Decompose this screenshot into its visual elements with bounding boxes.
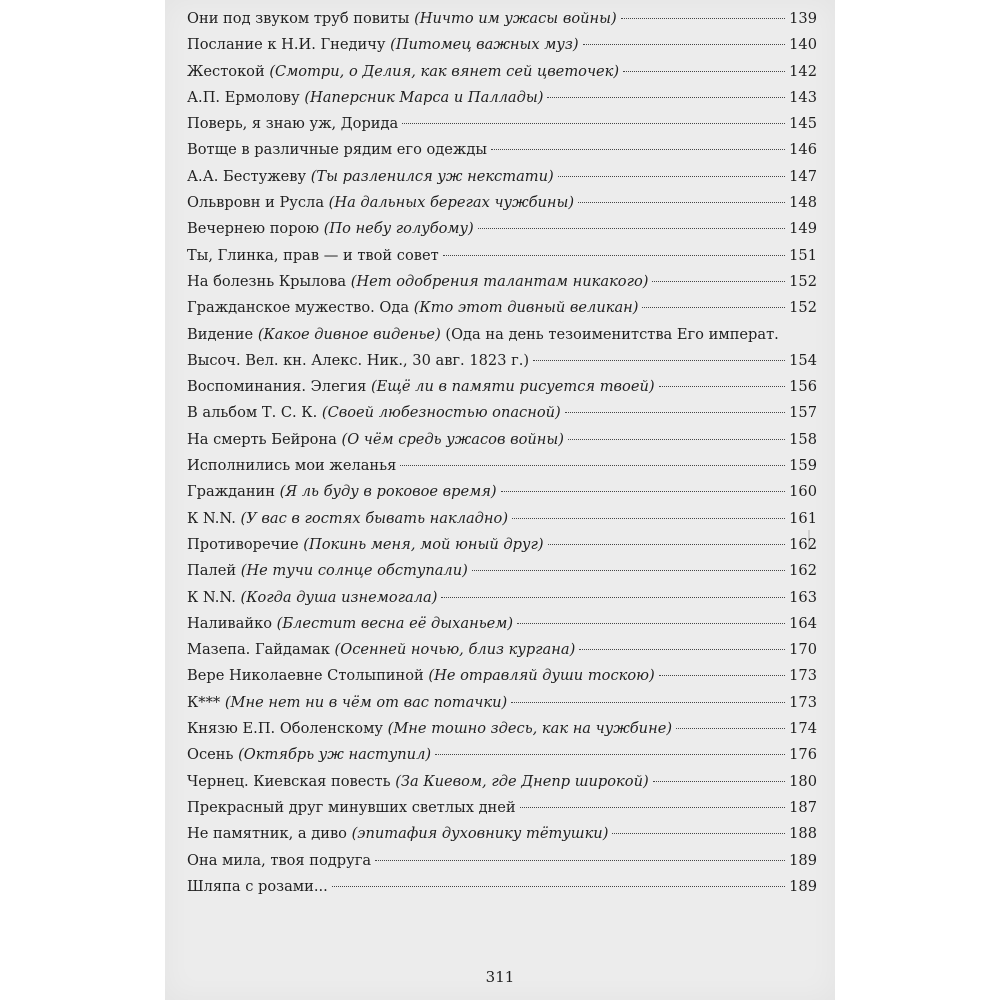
dot-leader: [400, 465, 785, 466]
toc-entry: [187, 874, 817, 900]
toc-page-number: 159: [789, 457, 817, 475]
toc-page-number: 163: [789, 588, 817, 606]
toc-entry-title: [187, 611, 513, 637]
dot-leader: [332, 886, 785, 887]
toc-entry-title: [187, 295, 638, 321]
toc-entry-title: [187, 111, 398, 137]
toc-entry: [187, 243, 817, 269]
toc-entry-title: [187, 585, 437, 611]
entry-title-text: Противоречие: [187, 535, 304, 553]
toc-page-number: 146: [789, 141, 817, 159]
entry-title-text: Князю Е.П. Оболенскому: [187, 720, 388, 738]
toc-entry: [187, 85, 817, 111]
entry-first-line: (Ещё ли в памяти рисуется твоей): [370, 378, 655, 396]
toc-entry-title: [187, 59, 619, 85]
dot-leader: [568, 439, 785, 440]
toc-entry: [187, 269, 817, 295]
toc-entry: [187, 374, 817, 400]
dot-leader: [612, 833, 785, 834]
toc-page-number: 189: [789, 877, 817, 895]
toc-entry-title: [187, 716, 672, 742]
dot-leader: [676, 728, 785, 729]
toc-page-number: 152: [789, 272, 817, 290]
entry-title-text: К N.N.: [187, 509, 241, 527]
entry-first-line: (У вас в гостях бывать накладно): [240, 509, 509, 527]
toc-entry: [187, 690, 817, 716]
toc-page-number: 145: [789, 115, 817, 133]
entry-first-line: (Мне нет ни в чём от вас потачки): [224, 693, 508, 711]
dot-leader: [533, 360, 785, 361]
entry-first-line: (Нет одобрения талантам никакого): [350, 272, 649, 290]
toc-entry: [187, 216, 817, 242]
entry-title-text: Поверь, я знаю уж, Дорида: [187, 115, 399, 133]
dot-leader: [558, 176, 785, 177]
entry-title-text: Осень: [187, 746, 239, 764]
toc-entry-title: [187, 874, 328, 900]
entry-title-text: Ты, Глинка, прав — и твой совет: [187, 246, 439, 264]
toc-entry-title: [187, 374, 655, 400]
toc-entry: [187, 716, 817, 742]
dot-leader: [511, 702, 785, 703]
dot-leader: [501, 491, 786, 492]
toc-page-number: 148: [789, 194, 817, 212]
entry-first-line: (Когда душа изнемогала): [240, 588, 438, 606]
toc-entry-title: [187, 216, 474, 242]
entry-first-line: (По небу голубому): [323, 220, 474, 238]
toc-page-number: 189: [789, 851, 817, 869]
entry-title-text: Она мила, твоя подруга: [187, 851, 372, 869]
entry-first-line: (Питомец важных муз): [390, 36, 579, 54]
toc-entry: [187, 427, 817, 453]
entry-title-text: Вотще в различные рядим его одежды: [187, 141, 487, 159]
entry-first-line: (Покинь меня, мой юный друг): [303, 535, 544, 553]
entry-title-text: Гражданин: [187, 483, 280, 501]
toc-page-number: 149: [789, 220, 817, 238]
dot-leader: [520, 807, 785, 808]
table-of-contents: [187, 6, 817, 900]
toc-page-number: 187: [789, 798, 817, 816]
toc-page-number: 173: [789, 667, 817, 685]
entry-title-text: К N.N.: [187, 588, 241, 606]
entry-first-line: (Какое дивное виденье): [257, 325, 441, 343]
entry-first-line: (Октябрь уж наступил): [238, 746, 432, 764]
toc-entry: [187, 848, 817, 874]
toc-entry-title: [187, 6, 617, 32]
toc-page-number: 170: [789, 641, 817, 659]
entry-title-text: Они под звуком труб повиты: [187, 10, 415, 27]
entry-title-text: Послание к Н.И. Гнедичу: [187, 36, 391, 54]
entry-title-text: Жестокой: [187, 62, 270, 80]
entry-title-text: В альбом Т. С. К.: [187, 404, 322, 422]
dot-leader: [579, 649, 785, 650]
toc-entry-title: [187, 400, 561, 426]
toc-entry-title: [187, 506, 508, 532]
entry-first-line: (На дальных берегах чужбины): [328, 194, 575, 212]
toc-entry-title: [187, 322, 779, 348]
dot-leader: [623, 71, 785, 72]
entry-title-text: Не памятник, а диво: [187, 825, 352, 843]
dot-leader: [578, 202, 785, 203]
toc-entry: [187, 322, 817, 348]
entry-title-text: А.А. Бестужеву: [187, 167, 311, 185]
dot-leader: [491, 149, 785, 150]
toc-page-number: 160: [789, 483, 817, 501]
dot-leader: [659, 386, 786, 387]
entry-first-line: (За Киевом, где Днепр широкой): [395, 772, 649, 790]
entry-title-text: Наливайко: [187, 614, 277, 632]
toc-page-number: 164: [789, 614, 817, 632]
toc-page-number: 158: [789, 430, 817, 448]
dot-leader: [512, 518, 785, 519]
entry-title-text: К***: [187, 693, 225, 711]
toc-page-number: 142: [789, 62, 817, 80]
dot-leader: [472, 570, 785, 571]
toc-entry: [187, 137, 817, 163]
entry-first-line: (Осенней ночью, близ кургана): [334, 641, 576, 659]
entry-first-line: (Мне тошно здесь, как на чужбине): [387, 720, 673, 738]
toc-entry: [187, 453, 817, 479]
entry-first-line: (Ничто им ужасы войны): [414, 10, 617, 27]
toc-page-number: 143: [789, 88, 817, 106]
toc-entry-title: [187, 690, 507, 716]
toc-page-number: 152: [789, 299, 817, 317]
entry-note: (Ода на день тезоименитства Его императ.: [440, 325, 779, 343]
toc-entry-title: [187, 479, 497, 505]
toc-page-number: 147: [789, 167, 817, 185]
entry-title-text: Видение: [187, 325, 258, 343]
dot-leader: [435, 754, 785, 755]
entry-title-text: Шляпа с розами...: [187, 877, 328, 895]
book-page: [165, 0, 835, 1000]
dot-leader: [547, 97, 785, 98]
toc-entry: [187, 742, 817, 768]
toc-page-number: 139: [789, 10, 817, 27]
toc-page-number: 161: [789, 509, 817, 527]
toc-page-number: 154: [789, 351, 817, 369]
dot-leader: [443, 255, 785, 256]
toc-entry-title: [187, 137, 487, 163]
dot-leader: [621, 18, 785, 19]
dot-leader: [659, 675, 785, 676]
entry-title-text: Гражданское мужество. Ода: [187, 299, 414, 317]
entry-title-text: Мазепа. Гайдамак: [187, 641, 335, 659]
toc-page-number: 173: [789, 693, 817, 711]
toc-entry-title: [187, 532, 544, 558]
toc-page-number: 140: [789, 36, 817, 54]
entry-first-line: (эпитафия духовнику тётушки): [351, 825, 609, 843]
toc-entry: [187, 663, 817, 689]
toc-entry: [187, 6, 817, 32]
toc-entry: [187, 585, 817, 611]
toc-entry: [187, 111, 817, 137]
toc-entry-title: [187, 821, 608, 847]
entry-title-text: Высоч. Вел. кн. Алекс. Ник., 30 авг. 1823 г.): [187, 351, 530, 369]
toc-entry: [187, 795, 817, 821]
toc-entry-title: [187, 85, 543, 111]
toc-entry-title: [187, 269, 648, 295]
entry-title-text: На болезнь Крылова: [187, 272, 351, 290]
entry-first-line: (Ты разленился уж некстати): [310, 167, 554, 185]
toc-entry: [187, 32, 817, 58]
toc-page-number: 157: [789, 404, 817, 422]
toc-entry-title: [187, 427, 564, 453]
dot-leader: [583, 44, 786, 45]
toc-entry: [187, 190, 817, 216]
toc-page-number: 176: [789, 746, 817, 764]
toc-entry: [187, 479, 817, 505]
toc-entry: [187, 637, 817, 663]
entry-title-text: Воспоминания. Элегия: [187, 378, 371, 396]
dot-leader: [441, 597, 785, 598]
dot-leader: [375, 860, 785, 861]
toc-entry: [187, 558, 817, 584]
dot-leader: [565, 412, 785, 413]
dot-leader: [517, 623, 785, 624]
toc-entry: [187, 164, 817, 190]
toc-entry: [187, 769, 817, 795]
dot-leader: [642, 307, 785, 308]
toc-entry-title: [187, 558, 468, 584]
entry-title-text: Вере Николаевне Столыпиной: [187, 667, 429, 685]
entry-first-line: (Я ль буду в роковое время): [279, 483, 497, 501]
entry-title-text: Прекрасный друг минувших светлых дней: [187, 798, 516, 816]
page-number: 311: [485, 968, 515, 986]
toc-page-number: 188: [789, 825, 817, 843]
entry-first-line: (О чём средь ужасов войны): [341, 430, 564, 448]
entry-first-line: (Кто этот дивный великан): [413, 299, 639, 317]
toc-entry: [187, 295, 817, 321]
toc-entry: [187, 506, 817, 532]
entry-title-text: Вечернею порою: [187, 220, 324, 238]
toc-entry-title: [187, 848, 371, 874]
toc-entry-title: [187, 453, 396, 479]
toc-entry: [187, 348, 817, 374]
dot-leader: [402, 123, 785, 124]
dot-leader: [652, 281, 785, 282]
toc-entry-title: [187, 164, 554, 190]
toc-entry-title: [187, 348, 529, 374]
entry-title-text: Палей: [187, 562, 241, 580]
entry-first-line: (Не тучи солнце обступали): [240, 562, 468, 580]
toc-entry: [187, 59, 817, 85]
toc-page-number: 180: [789, 772, 817, 790]
toc-page-number: 162: [789, 535, 817, 553]
toc-entry-title: [187, 32, 579, 58]
entry-title-text: Исполнились мои желанья: [187, 457, 397, 475]
page-crease: [808, 530, 810, 550]
entry-first-line: (Своей любезностью опасной): [321, 404, 561, 422]
toc-entry-title: [187, 243, 439, 269]
entry-first-line: (Смотри, о Делия, как вянет сей цветочек): [269, 62, 620, 80]
toc-entry: [187, 821, 817, 847]
toc-page-number: 151: [789, 246, 817, 264]
dot-leader: [548, 544, 786, 545]
toc-entry-title: [187, 663, 655, 689]
dot-leader: [478, 228, 785, 229]
toc-entry-title: [187, 742, 431, 768]
toc-entry-title: [187, 795, 516, 821]
toc-page-number: 156: [789, 378, 817, 396]
toc-page-number: 162: [789, 562, 817, 580]
toc-entry-title: [187, 769, 649, 795]
entry-title-text: На смерть Бейрона: [187, 430, 342, 448]
dot-leader: [653, 781, 785, 782]
entry-first-line: (Блестит весна её дыханьем): [276, 614, 514, 632]
entry-first-line: (Наперсник Марса и Паллады): [304, 88, 544, 106]
toc-entry: [187, 532, 817, 558]
toc-page-number: 174: [789, 720, 817, 738]
entry-title-text: Чернец. Киевская повесть: [187, 772, 396, 790]
toc-entry-title: [187, 190, 574, 216]
toc-entry: [187, 611, 817, 637]
entry-first-line: (Не отравляй души тоскою): [428, 667, 655, 685]
entry-title-text: Ольвровн и Русла: [187, 194, 329, 212]
entry-title-text: А.П. Ермолову: [187, 88, 305, 106]
toc-entry: [187, 400, 817, 426]
toc-entry-title: [187, 637, 575, 663]
